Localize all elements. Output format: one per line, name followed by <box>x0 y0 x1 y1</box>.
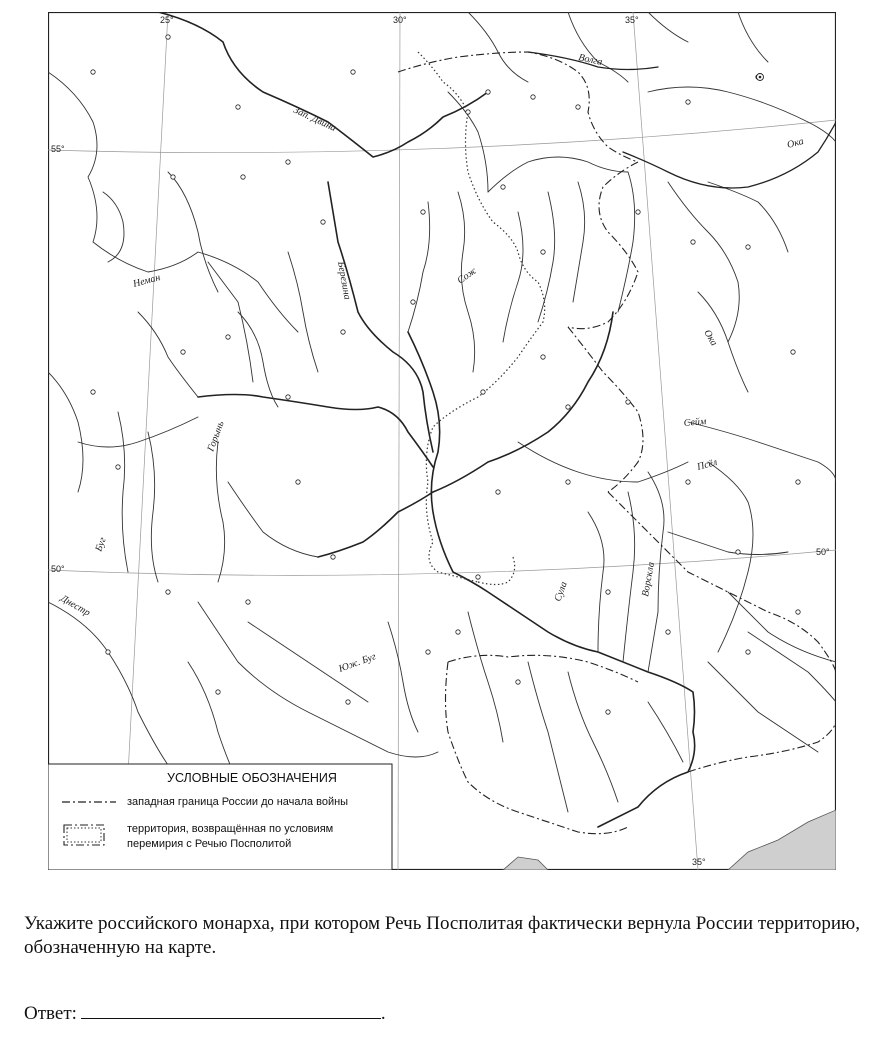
lat-50-left-label: 50° <box>51 564 65 574</box>
lat-55-label: 55° <box>51 144 65 154</box>
river-neman-label: Неман <box>131 272 162 290</box>
river-seim-label: Сейм <box>683 416 707 429</box>
river-berezina-label: Березина <box>335 260 353 301</box>
legend-title: УСЛОВНЫЕ ОБОЗНАЧЕНИЯ <box>167 771 337 785</box>
legend-territory-label-2: перемирия с Речью Посполитой <box>127 838 292 850</box>
map-frame <box>49 13 836 870</box>
river-dnestr-label: Днестр <box>58 593 92 619</box>
lon-35-top-label: 35° <box>625 15 639 25</box>
lon-35-bottom-label: 35° <box>692 857 706 867</box>
river-sula-label: Сула <box>552 580 570 604</box>
legend-territory-label-1: территория, возвращённая по условиям <box>127 823 334 835</box>
lon-30-label: 30° <box>393 15 407 25</box>
historical-map <box>48 12 836 870</box>
river-yuzh-bug-label: Юж. Буг <box>337 651 378 675</box>
river-sozh-label: Сож <box>455 265 479 287</box>
river-goryn-label: Горынь <box>205 419 227 454</box>
answer-label: Ответ: <box>24 1003 77 1024</box>
river-zap-dvina-label: Зап. Двина <box>291 104 338 135</box>
answer-line <box>24 1000 386 1025</box>
legend-border-label: западная граница России до начала войны <box>127 796 349 808</box>
question-text: Укажите российского монарха, при котором Речь Посполитая фактически вернула России территорию, обозначенную на карте. <box>24 913 860 958</box>
river-oka-mid-label: Ока <box>701 328 720 348</box>
lon-25-label: 25° <box>160 15 174 25</box>
map-legend <box>48 764 392 870</box>
answer-input[interactable] <box>81 1000 381 1019</box>
river-psel-label: Псёл <box>695 456 719 473</box>
river-vorskla-label: Ворскла <box>640 561 658 598</box>
moscow-dot <box>759 76 762 79</box>
river-oka-top-label: Ока <box>785 135 805 151</box>
river-volga-label: Волга <box>577 52 604 68</box>
answer-period: . <box>380 1003 386 1024</box>
river-bug-label: Буг <box>93 535 109 554</box>
lat-50-right-label: 50° <box>816 547 830 557</box>
